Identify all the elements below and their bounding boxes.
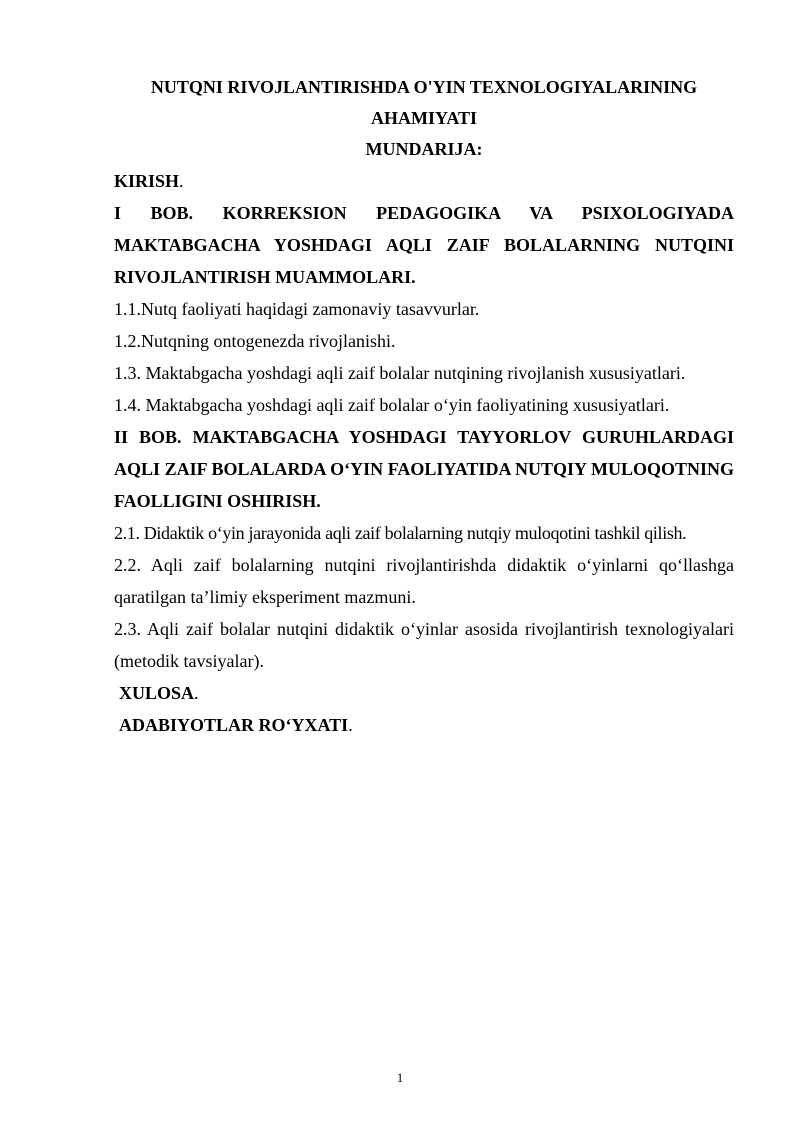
- toc-intro-label: KIRISH: [114, 171, 180, 191]
- document-page: [114, 72, 734, 741]
- toc-conclusion: [114, 677, 734, 709]
- toc-item-1-4: 1.4. Maktabgacha yoshdagi aqli zaif bolalar o‘yin faoliyatining xususiyatlari.: [114, 395, 670, 415]
- toc-item-1-1: 1.1.Nutq faoliyati haqidagi zamonaviy tasavvurlar.: [114, 299, 480, 319]
- toc-item-2-2: 2.2. Aqli zaif bolalarning nutqini rivojlantirishda didaktik o‘yinlarni qo‘llashga qaratilgan ta’limiy eksperiment mazmuni.: [114, 555, 734, 607]
- document-title: NUTQNI RIVOJLANTIRISHDA O'YIN TEXNOLOGIYALARINING AHAMIYATI: [150, 77, 698, 128]
- toc-chapter-1-title: I BOB. KORREKSION PEDAGOGIKA VA PSIXOLOGIYADA MAKTABGACHA YOSHDAGI AQLI ZAIF BOLALARNING NUTQINI RIVOJLANTIRISH MUAMMOLARI.: [114, 203, 734, 287]
- toc-chapter-2-title: II BOB. MAKTABGACHA YOSHDAGI TAYYORLOV GURUHLARDAGI AQLI ZAIF BOLALARDA O‘YIN FAOLIYATIDA NUTQIY MULOQOTNING FAOLLIGINI OSHIRISH.: [114, 427, 734, 511]
- toc-item-1-3: 1.3. Maktabgacha yoshdagi aqli zaif bolalar nutqining rivojlanish xususiyatlari.: [114, 363, 686, 383]
- toc-references: [114, 709, 734, 741]
- contents-heading: MUNDARIJA:: [365, 139, 483, 159]
- toc-item-2-1: 2.1. Didaktik o‘yin jarayonida aqli zaif bolalarning nutqiy muloqotini tashkil qilish.: [114, 523, 687, 543]
- toc-item-2-3: 2.3. Aqli zaif bolalar nutqini didaktik o‘yinlar asosida rivojlantirish texnologiyalari (metodik tavsiyalar).: [114, 619, 734, 671]
- toc-conclusion-punct: .: [194, 683, 199, 703]
- toc-intro: [114, 165, 734, 197]
- toc-conclusion-label: XULOSA: [119, 683, 195, 703]
- page-number: 1: [396, 1070, 404, 1085]
- toc-intro-punct: .: [179, 171, 184, 191]
- toc-item-1-2: 1.2.Nutqning ontogenezda rivojlanishi.: [114, 331, 396, 351]
- toc-references-punct: .: [348, 715, 353, 735]
- toc-references-label: ADABIYOTLAR RO‘YXATI: [119, 715, 349, 735]
